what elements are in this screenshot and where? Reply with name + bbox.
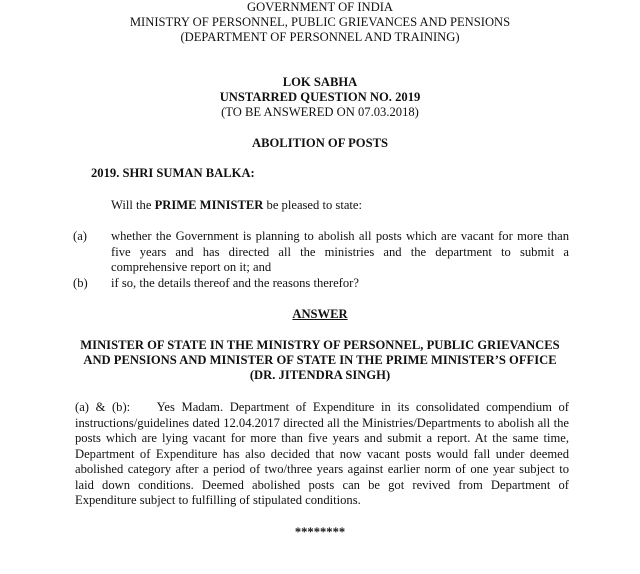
header-ministry: MINISTRY OF PERSONNEL, PUBLIC GRIEVANCES AND PENSIONS <box>129 15 511 29</box>
header-department: (DEPARTMENT OF PERSONNEL AND TRAINING) <box>180 30 460 44</box>
minister-line-1: MINISTER OF STATE IN THE MINISTRY OF PERSONNEL, PUBLIC GRIEVANCES <box>80 338 560 352</box>
question-item-label: (b) <box>73 276 88 290</box>
question-intro-addressee: PRIME MINISTER <box>154 198 264 212</box>
question-item-text: whether the Government is planning to abolish all posts which are vacant for more than five years and has directed all the ministries and the department to submit a comprehensive report on it; and <box>111 229 569 274</box>
question-intro-pre: Will the <box>111 198 155 212</box>
answer-body: (a) & (b): Yes Madam. Department of Expenditure in its consolidated compendium of instructions/guidelines dated 12.04.2017 directed all the Ministries/Departments to abolish all the posts which are lying vacant for more than five years and submit a report. At the same time, Department of Expenditure has also decided that now vacant posts would fall under deemed abolished category after a period of two/three years against earlier norm of one year subject to laid down conditions. Deemed abolished posts can be got revived from Department of Expenditure subject to fulfilling of stipulated conditions. <box>75 400 569 507</box>
header-government: GOVERNMENT OF INDIA <box>247 0 393 14</box>
end-marker: ******** <box>294 525 346 539</box>
asker-name: 2019. SHRI SUMAN BALKA: <box>91 166 255 180</box>
subject-title: ABOLITION OF POSTS <box>252 136 388 150</box>
question-intro <box>111 198 362 214</box>
answer-date: (TO BE ANSWERED ON 07.03.2018) <box>221 105 419 119</box>
question-number: UNSTARRED QUESTION NO. 2019 <box>219 90 421 104</box>
minister-line-2: AND PENSIONS AND MINISTER OF STATE IN THE PRIME MINISTER’S OFFICE <box>83 353 557 367</box>
question-item-text: if so, the details thereof and the reasons therefor? <box>111 276 359 290</box>
question-intro-post: be pleased to state: <box>263 198 362 212</box>
house-name: LOK SABHA <box>282 75 358 89</box>
question-item-label: (a) <box>73 229 87 243</box>
answer-heading: ANSWER <box>292 307 348 321</box>
minister-name: (DR. JITENDRA SINGH) <box>249 368 391 382</box>
